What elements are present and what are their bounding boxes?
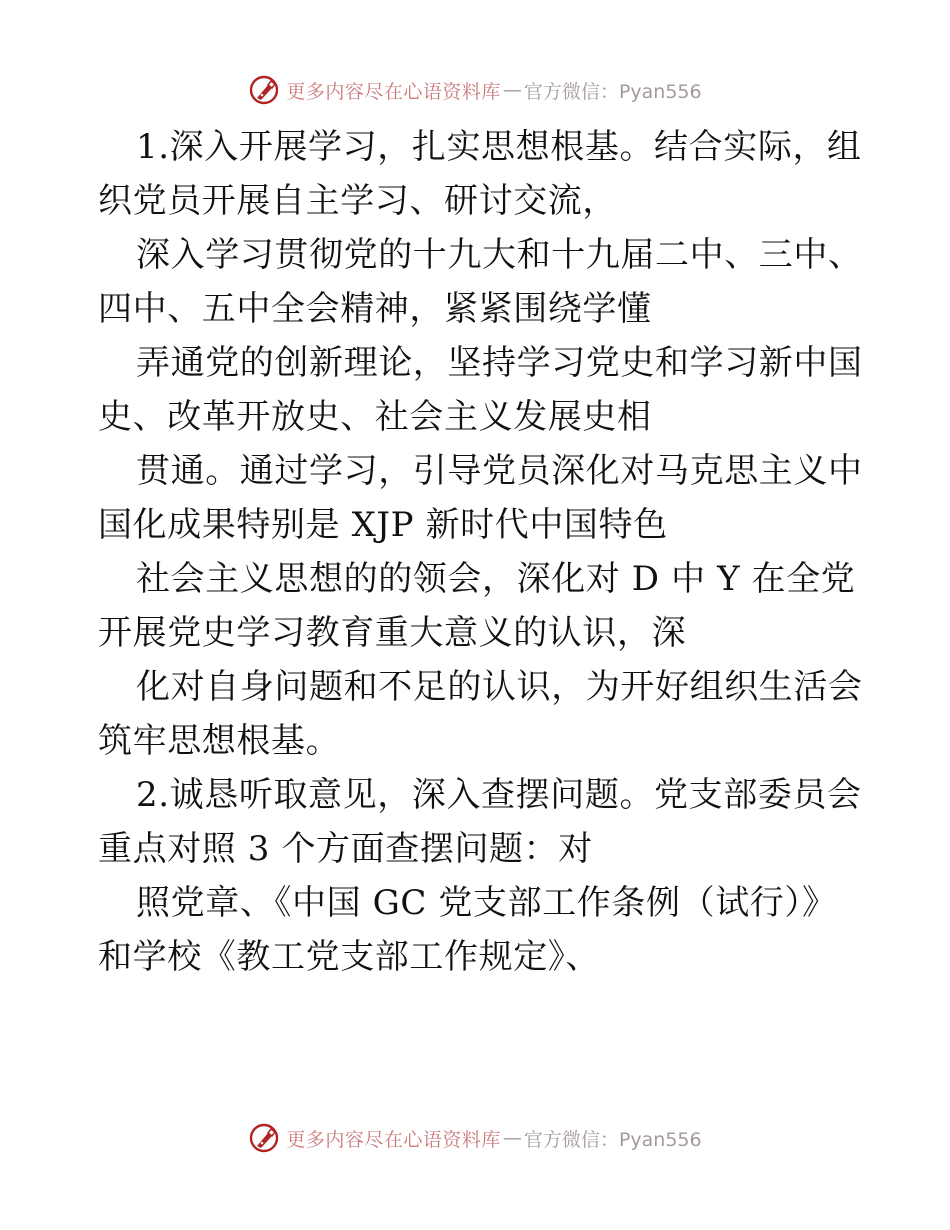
banner-contact-label: 官方微信： — [523, 80, 619, 103]
text-line: 弄通党的创新理论，坚持学习党史和学习新中国 — [136, 343, 863, 383]
banner-main-text: 更多内容尽在心语资料库 — [286, 1128, 501, 1151]
text-line: 贯通。通过学习，引导党员深化对马克思主义中 — [136, 451, 863, 491]
text-line: 筑牢思想根基。 — [98, 721, 341, 761]
banner-contact-id: Pyan556 — [618, 80, 702, 103]
banner-contact — [524, 77, 702, 104]
footer-banner — [0, 1118, 950, 1158]
banner-contact-id: Pyan556 — [618, 1128, 702, 1151]
banner-main-text: 更多内容尽在心语资料库 — [286, 80, 501, 103]
text-line: 和学校《教工党支部工作规定》、 — [98, 937, 600, 977]
text-line: 史、改革开放史、社会主义发展史相 — [98, 397, 652, 437]
document-body — [98, 120, 863, 984]
text-line: 化对自身问题和不足的认识，为开好组织生活会 — [136, 667, 863, 707]
text-line: 开展党史学习教育重大意义的认识，深 — [98, 613, 687, 653]
text-line: 织党员开展自主学习、研讨交流， — [98, 181, 617, 221]
text-line: 照党章、《中国 GC 党支部工作条例（试行）》 — [136, 883, 837, 923]
banner-separator: — — [502, 79, 522, 101]
text-line: 四中、五中全会精神，紧紧围绕学懂 — [98, 289, 652, 329]
text-line: 重点对照 3 个方面查摆问题：对 — [98, 829, 593, 869]
text-line: 深入学习贯彻党的十九大和十九届二中、三中、 — [136, 235, 863, 275]
text-line: 1.深入开展学习，扎实思想根基。结合实际，组 — [136, 127, 862, 167]
text-line: 2.诚恳听取意见，深入查摆问题。党支部委员会 — [136, 775, 862, 815]
pen-nib-logo-icon — [248, 74, 280, 106]
banner-separator: — — [502, 1127, 522, 1149]
banner-contact — [524, 1125, 702, 1152]
header-banner — [0, 70, 950, 110]
text-line: 国化成果特别是 XJP 新时代中国特色 — [98, 505, 668, 545]
text-line: 社会主义思想的的领会，深化对 D 中 Y 在全党 — [136, 559, 856, 599]
pen-nib-logo-icon — [248, 1122, 280, 1154]
banner-contact-label: 官方微信： — [523, 1128, 619, 1151]
